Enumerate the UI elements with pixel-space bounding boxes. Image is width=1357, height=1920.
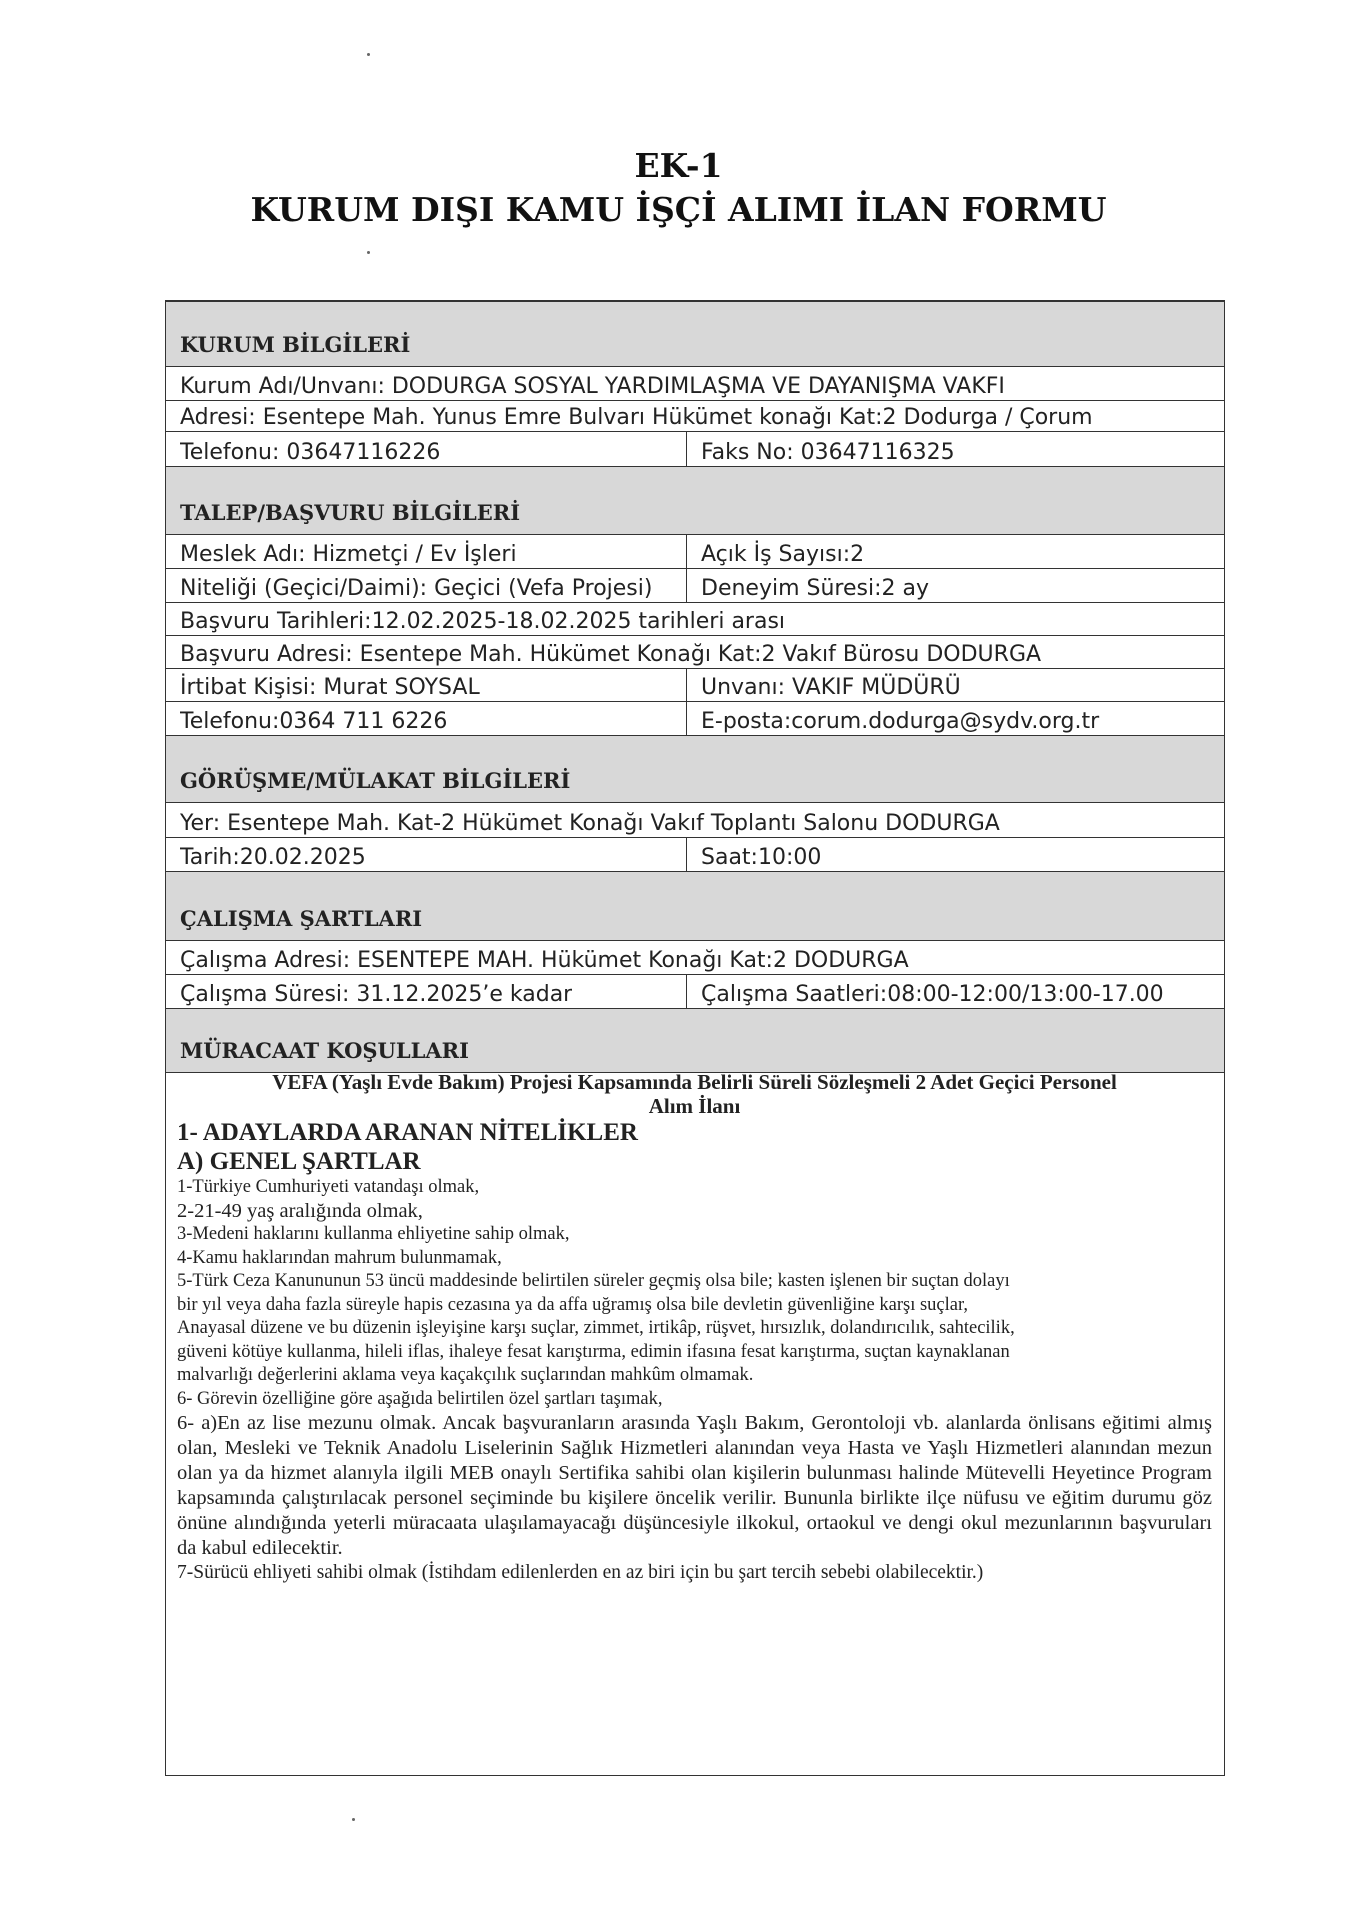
section-1-heading: 1- ADAYLARDA ARANAN NİTELİKLER [177, 1119, 638, 1146]
row-gorusme-tarih [166, 838, 1224, 871]
condition-item-6a: 6- a)En az lise mezunu olmak. Ancak başvuranların arasında Yaşlı Bakım, Gerontoloji vb. alanlarda önlisans eğitimi almış olan, Mesleki ve Teknik Anadolu Liselerinin Sağlık Hizmetleri alanından veya Hasta ve Yaşlı Hizmetleri alanından mezun olan ya da hizmet alanıyla ilgili MEB onaylı Sertifika sahibi olan kişilerin bulunması halinde Mütevelli Heyetince Program kapsamında çalıştırılacak personel seçiminde bu kişilere öncelik verilir. Bununla birlikte ilçe nüfusu ve eğitim durumu göz önüne alındığında yeterli müracaata ulaşılamayacağı düşüncesiyle ilkokul, ortaokul ve dengi okul mezunlarının başvuruları da kabul edilecektir. [177, 1412, 1212, 1559]
basvuru-adresi: Başvuru Adresi: Esentepe Mah. Hükümet Konağı Kat:2 Vakıf Bürosu DODURGA [180, 642, 1042, 667]
row-talep-telefon [166, 702, 1224, 735]
irtibat-kisisi: İrtibat Kişisi: Murat SOYSAL [180, 675, 480, 700]
talep-eposta: E-posta:corum.dodurga@sydv.org.tr [686, 702, 1226, 735]
condition-item: güveni kötüye kullanma, hileli iflas, ihaleye fesat karıştırma, edimin ifasına fesat karıştırma, suçtan kaynaklanan [177, 1341, 1010, 1362]
doc-title: KURUM DIŞI KAMU İŞÇİ ALIMI İLAN FORMU [250, 190, 1107, 229]
row-basvuru-adresi [166, 636, 1224, 669]
irtibat-unvan: Unvanı: VAKIF MÜDÜRÜ [686, 669, 1226, 701]
deneyim-suresi: Deneyim Süresi:2 ay [686, 569, 1226, 602]
section-header-muracaat: MÜRACAAT KOŞULLARI [166, 1008, 1224, 1073]
condition-item: 6- Görevin özelliğine göre aşağıda belirtilen özel şartları taşımak, [177, 1388, 663, 1409]
condition-item: 2-21-49 yaş aralığında olmak, [177, 1199, 423, 1222]
condition-item-7: 7-Sürücü ehliyeti sahibi olmak (İstihdam edilenlerden en az biri için bu şart tercih sebebi olabilecektir.) [177, 1562, 984, 1583]
doc-annex-label: EK-1 [634, 146, 723, 185]
row-calisma-sure [166, 975, 1224, 1008]
scan-speck [367, 251, 370, 254]
calisma-adresi: Çalışma Adresi: ESENTEPE MAH. Hükümet Konağı Kat:2 DODURGA [180, 948, 909, 973]
meslek-adi: Meslek Adı: Hizmetçi / Ev İşleri [180, 542, 517, 567]
scan-speck [367, 53, 370, 56]
talep-telefon: Telefonu:0364 711 6226 [180, 709, 448, 734]
gorusme-yer: Yer: Esentepe Mah. Kat-2 Hükümet Konağı Vakıf Toplantı Salonu DODURGA [180, 811, 1000, 836]
muracaat-body [177, 1070, 1212, 1585]
condition-item: bir yıl veya daha fazla süreyle hapis cezasına ya da affa uğramış olsa bile devletin güvenliğine karşı suçlar, [177, 1294, 969, 1315]
scan-speck [352, 1818, 355, 1821]
kurum-telefon: Telefonu: 03647116226 [180, 440, 441, 465]
section-a-heading: A) GENEL ŞARTLAR [177, 1148, 421, 1175]
basvuru-tarihleri: Başvuru Tarihleri:12.02.2025-18.02.2025 tarihleri arası [180, 609, 786, 634]
gorusme-tarih: Tarih:20.02.2025 [180, 845, 366, 870]
section-header-kurum: KURUM BİLGİLERİ [166, 301, 1224, 367]
condition-item: 4-Kamu haklarından mahrum bulunmamak, [177, 1247, 502, 1268]
ilan-title-line2: Alım İlanı [648, 1094, 741, 1118]
row-calisma-adres [166, 941, 1224, 975]
kurum-faks: Faks No: 03647116325 [686, 432, 1226, 466]
calisma-saatleri: Çalışma Saatleri:08:00-12:00/13:00-17.00 [686, 975, 1226, 1008]
condition-item: Anayasal düzene ve bu düzenin işleyişine karşı suçlar, zimmet, irtikâp, rüşvet, hırsızlık, dolandırıcılık, sahtecilik, [177, 1318, 1015, 1338]
kurum-adres: Adresi: Esentepe Mah. Yunus Emre Bulvarı Hükümet konağı Kat:2 Dodurga / Çorum [180, 405, 1093, 430]
niteligi: Niteliği (Geçici/Daimi): Geçici (Vefa Projesi) [180, 576, 653, 601]
ilan-title-line1: VEFA (Yaşlı Evde Bakım) Projesi Kapsamında Belirli Süreli Sözleşmeli 2 Adet Geçici Personel [272, 1070, 1117, 1094]
row-irtibat [166, 669, 1224, 702]
section-header-talep: TALEP/BAŞVURU BİLGİLERİ [166, 466, 1224, 535]
row-gorusme-yer [166, 803, 1224, 838]
acik-is-sayisi: Açık İş Sayısı:2 [686, 535, 1226, 568]
row-kurum-adres [166, 401, 1224, 432]
section-header-gorusme: GÖRÜŞME/MÜLAKAT BİLGİLERİ [166, 735, 1224, 803]
condition-item: malvarlığı değerlerini aklama veya kaçakçılık suçlarından mahkûm olmamak. [177, 1365, 754, 1385]
kurum-adi: Kurum Adı/Unvanı: DODURGA SOSYAL YARDIMLAŞMA VE DAYANIŞMA VAKFI [180, 374, 1005, 399]
row-kurum-telefon [166, 432, 1224, 466]
condition-item: 3-Medeni haklarını kullanma ehliyetine sahip olmak, [177, 1224, 570, 1244]
condition-item: 1-Türkiye Cumhuriyeti vatandaşı olmak, [177, 1177, 480, 1197]
calisma-suresi: Çalışma Süresi: 31.12.2025’e kadar [180, 982, 573, 1007]
condition-item: 5-Türk Ceza Kanununun 53 üncü maddesinde belirtilen süreler geçmiş olsa bile; kasten işlenen bir suçtan dolayı [177, 1271, 1010, 1291]
section-header-calisma: ÇALIŞMA ŞARTLARI [166, 871, 1224, 941]
row-kurum-adi [166, 367, 1224, 401]
row-meslek [166, 535, 1224, 569]
row-nitelik [166, 569, 1224, 603]
row-basvuru-tarihleri [166, 603, 1224, 636]
gorusme-saat: Saat:10:00 [686, 838, 1226, 871]
